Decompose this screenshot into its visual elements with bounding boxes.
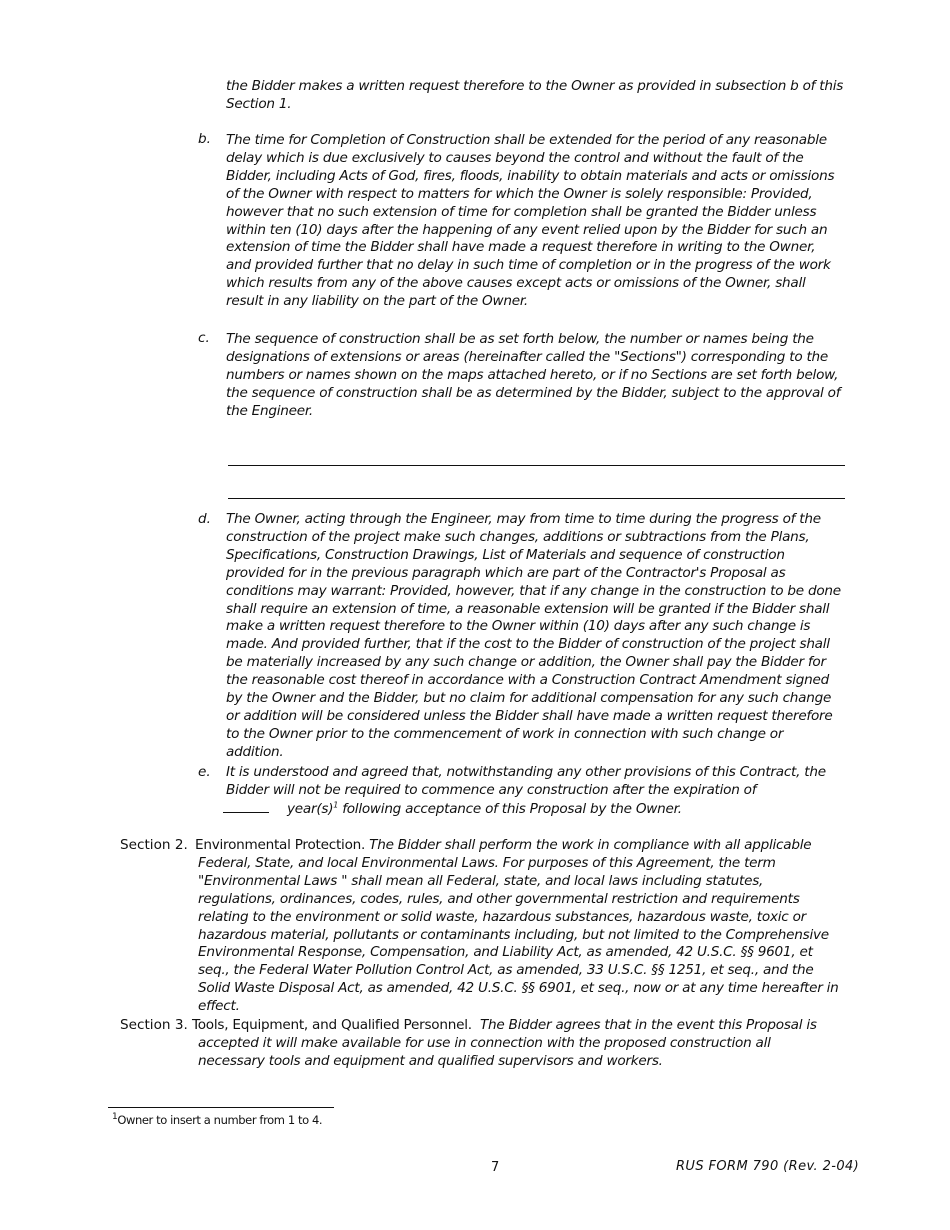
section-2-title: Environmental Protection. [195, 837, 366, 853]
item-e-tail-post: following acceptance of this Proposal by the Owner. [338, 800, 682, 817]
footnote [112, 1113, 322, 1127]
intro-paragraph: the Bidder makes a written request therefore to the Owner as provided in subsection b of this Section 1. [226, 78, 844, 112]
section-sequence-blank-line-2 [228, 498, 845, 499]
footnote-ref-marker: 1 [333, 800, 339, 810]
page-number: 7 [491, 1160, 500, 1175]
item-c-paragraph: The sequence of construction shall be as set forth below, the number or names being the designations of extensions or areas (hereinafter called the "Sections") corresponding to the numbers or names shown on the maps attached hereto, or if no Sections are set forth below, the sequence of construction shall be as determined by the Bidder, subject to the approval of the Engineer. [226, 331, 841, 419]
section-3-text: The Bidder agrees that in the event this Proposal is accepted it will make available for use in connection with the proposed construction all necessary tools and equipment and qualified supervisors and workers. [198, 1017, 817, 1069]
item-b-label: b. [198, 131, 211, 147]
item-e-paragraph [226, 764, 836, 819]
item-d-label: d. [198, 511, 211, 527]
section-2-text: The Bidder shall perform the work in compliance with all applicable Federal, State, and local Environmental Laws. For purposes of this Agreement, the term "Environmental Laws " shall mean all Federal, state, and local laws including statutes, regulations, ordinances, codes, rules, and other governmental restriction and requirements relating to the environment or solid waste, hazardous substances, hazardous waste, toxic or hazardous material, pollutants or contaminants including, but not limited to the Comprehensive Environmental Response, Compensation, and Liability Act, as amended, 42 U.S.C. §§ 9601, et seq., the Federal Water Pollution Control Act, as amended, 33 U.S.C. §§ 1251, et seq., and the Solid Waste Disposal Act, as amended, 42 U.S.C. §§ 6901, et seq., now or at any time hereafter in effect. [198, 837, 839, 1015]
footnote-text: Owner to insert a number from 1 to 4. [117, 1113, 323, 1127]
form-id: RUS FORM 790 (Rev. 2-04) [676, 1159, 860, 1174]
item-e-tail-pre: year(s) [287, 800, 334, 817]
item-d-paragraph: The Owner, acting through the Engineer, may from time to time during the progress of the construction of the project make such changes, additions or subtractions from the Plans, Specifications, Construction Drawings, List of Materials and sequence of construction provided for in the previous paragraph which are part of the Contractor's Proposal as conditions may warrant: Provided, however, that if any change in the construction to be done shall require an extension of time, a reasonable extension will be granted if the Bidder shall make a written request therefore to the Owner within (10) days after any such change is made. And provided further, that if the cost to the Bidder of construction of the project shall be materially increased by any such change or addition, the Owner shall pay the Bidder for the reasonable cost thereof in accordance with a Construction Contract Amendment signed by the Owner and the Bidder, but no claim for additional compensation for any such change or addition will be considered unless the Bidder shall have made a written request therefore to the Owner prior to the commencement of work in connection with such change or addition. [226, 511, 841, 760]
item-e-label: e. [198, 764, 211, 780]
footnote-separator [108, 1107, 334, 1108]
item-c-label: c. [198, 330, 210, 346]
section-3-label: Section 3. [120, 1017, 188, 1033]
section-sequence-blank-line-1 [228, 465, 845, 466]
section-2-label: Section 2. [120, 837, 188, 853]
item-e-text: It is understood and agreed that, notwithstanding any other provisions of this Contract, the Bidder will not be required to commence any construction after the expiration of [226, 764, 826, 798]
years-blank-field [223, 800, 269, 813]
item-b-paragraph: The time for Completion of Construction shall be extended for the period of any reasonable delay which is due exclusively to causes beyond the control and without the fault of the Bidder, including Acts of God, fires, floods, inability to obtain materials and acts or omissions of the Owner with respect to matters for which the Owner is solely responsible: Provided, however that no such extension of time for completion shall be granted the Bidder unless within ten (10) days after the happening of any event relied upon by the Bidder for such an extension of time the Bidder shall have made a request therefore in writing to the Owner, and provided further that no delay in such time of completion or in the progress of the work which results from any of the above causes except acts or omissions of the Owner, shall result in any liability on the part of the Owner. [226, 132, 835, 310]
section-3-title: Tools, Equipment, and Qualified Personnel. [192, 1017, 472, 1033]
footnote-marker: 1 [112, 1112, 118, 1123]
section-3-paragraph [192, 1017, 828, 1071]
section-2-paragraph [195, 837, 840, 1016]
